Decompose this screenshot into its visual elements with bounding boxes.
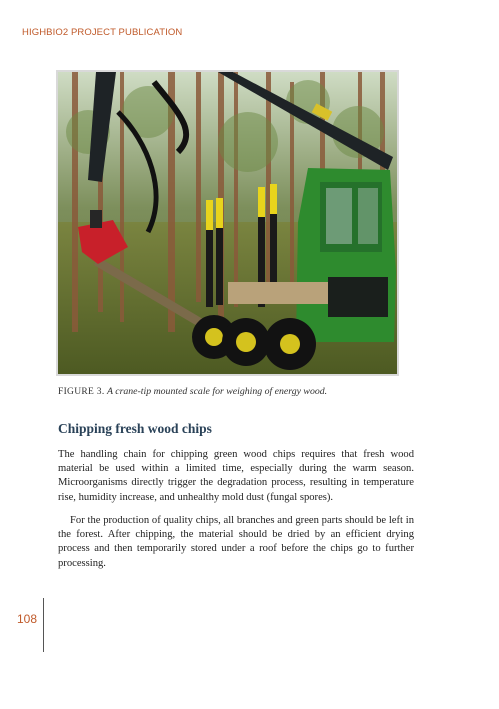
page-number: 108 <box>17 612 38 626</box>
page-number-divider <box>43 598 44 652</box>
forest-harvester-crane-photo <box>58 72 397 374</box>
section-heading: Chipping fresh wood chips <box>58 421 212 436</box>
body-paragraph: For the production of quality chips, all branches and green parts should be left in the forest. After chipping, the material should be dried by an efficient drying process and then temporarily stored under a roof before the chips go to further processing. <box>58 515 414 569</box>
figure-caption-label: FIGURE 3. <box>58 387 105 397</box>
running-header: HIGHBIO2 PROJECT PUBLICATION <box>22 27 183 38</box>
figure-caption-text: A crane-tip mounted scale for weighing of energy wood. <box>106 386 328 397</box>
body-paragraph: The handling chain for chipping green wood chips requires that fresh wood material be used within a limited time, especially during the warm season. Microorganisms directly trigger the degradation process, resulting in temperature rise, humidity increase, and unhealthy mold dust (fungal spores). <box>58 449 414 503</box>
figure-photo <box>56 70 399 376</box>
figure-caption <box>58 386 327 397</box>
